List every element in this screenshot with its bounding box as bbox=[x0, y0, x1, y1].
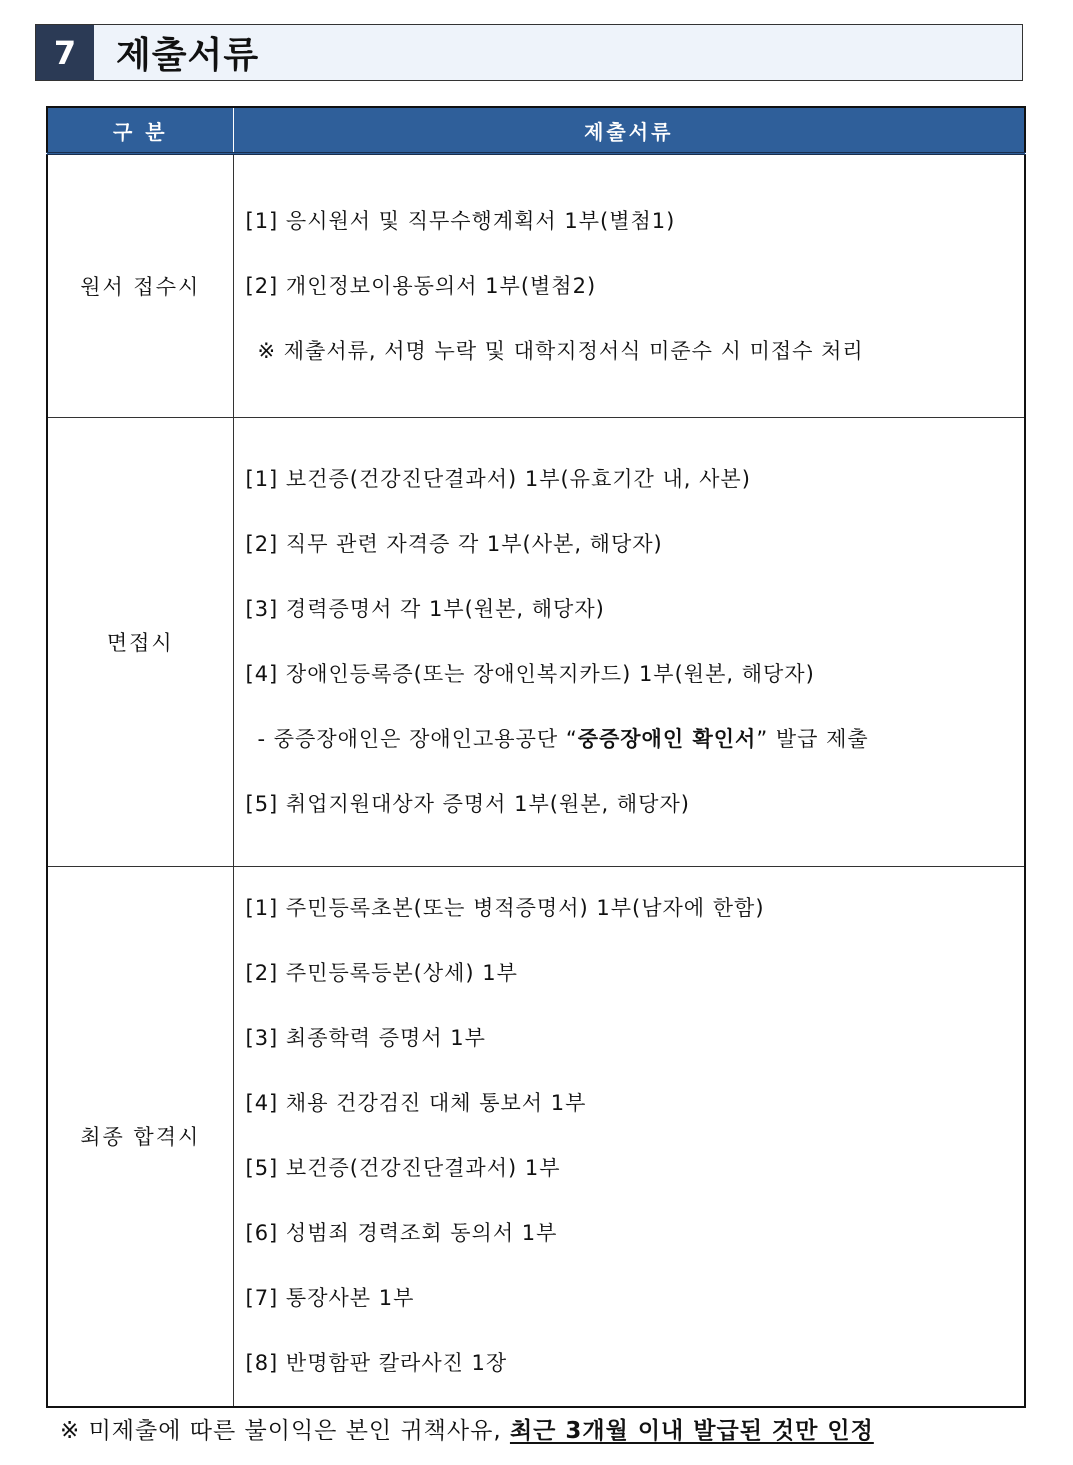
footer-text: ※ 미제출에 따른 불이익은 본인 귀책사유, bbox=[60, 1418, 510, 1444]
sub-note-item bbox=[246, 707, 1025, 772]
category-cell: 원서 접수시 bbox=[47, 154, 233, 418]
document-item: [2] 직무 관련 자격증 각 1부(사본, 해당자) bbox=[245, 532, 663, 556]
document-item: [2] 주민등록등본(상세) 1부 bbox=[245, 961, 518, 986]
section-number: 7 bbox=[36, 25, 94, 80]
header-category: 구 분 bbox=[47, 107, 233, 154]
category-cell: 면접시 bbox=[47, 418, 233, 867]
sub-note-suffix: ” 발급 제출 bbox=[756, 727, 869, 751]
document-item: [5] 보건증(건강진단결과서) 1부 bbox=[245, 1156, 561, 1181]
document-item: [7] 통장사본 1부 bbox=[245, 1286, 415, 1311]
sub-note-prefix: - 중증장애인은 장애인고용공단 “ bbox=[257, 727, 578, 751]
section-header bbox=[35, 24, 1023, 81]
document-item: [5] 취업지원대상자 증명서 1부(원본, 해당자) bbox=[245, 792, 690, 816]
document-item: [1] 보건증(건강진단결과서) 1부(유효기간 내, 사본) bbox=[245, 467, 751, 491]
category-cell: 최종 합격시 bbox=[47, 867, 233, 1407]
footer-emphasis: 최근 3개월 이내 발급된 것만 인정 bbox=[509, 1418, 874, 1444]
note-item: ※ 제출서류, 서명 누락 및 대학지정서식 미준수 시 미접수 처리 bbox=[257, 338, 864, 363]
document-item: [1] 주민등록초본(또는 병적증명서) 1부(남자에 한함) bbox=[245, 896, 765, 921]
document-item: [6] 성범죄 경력조회 동의서 1부 bbox=[245, 1221, 558, 1246]
document-item: [3] 최종학력 증명서 1부 bbox=[245, 1026, 486, 1051]
documents-cell bbox=[233, 154, 1025, 418]
table-row-interview bbox=[47, 418, 1025, 867]
document-item: [8] 반명함판 칼라사진 1장 bbox=[245, 1351, 508, 1376]
table-row-application bbox=[47, 154, 1025, 418]
document-item: [4] 장애인등록증(또는 장애인복지카드) 1부(원본, 해당자) bbox=[245, 662, 815, 686]
table-header-row bbox=[47, 107, 1025, 154]
document-item: [2] 개인정보이용동의서 1부(별첨2) bbox=[245, 273, 597, 298]
header-documents: 제출서류 bbox=[233, 107, 1025, 154]
table-row-final bbox=[47, 867, 1025, 1407]
documents-cell bbox=[233, 867, 1025, 1407]
documents-table bbox=[46, 106, 1026, 1408]
sub-note-bold: 중증장애인 확인서 bbox=[577, 727, 757, 751]
document-item: [4] 채용 건강검진 대체 통보서 1부 bbox=[245, 1091, 587, 1116]
document-item: [3] 경력증명서 각 1부(원본, 해당자) bbox=[245, 597, 605, 621]
footer-note bbox=[60, 1412, 874, 1445]
documents-cell bbox=[233, 418, 1025, 867]
document-item: [1] 응시원서 및 직무수행계획서 1부(별첨1) bbox=[245, 208, 676, 233]
section-title: 제출서류 bbox=[116, 35, 260, 76]
